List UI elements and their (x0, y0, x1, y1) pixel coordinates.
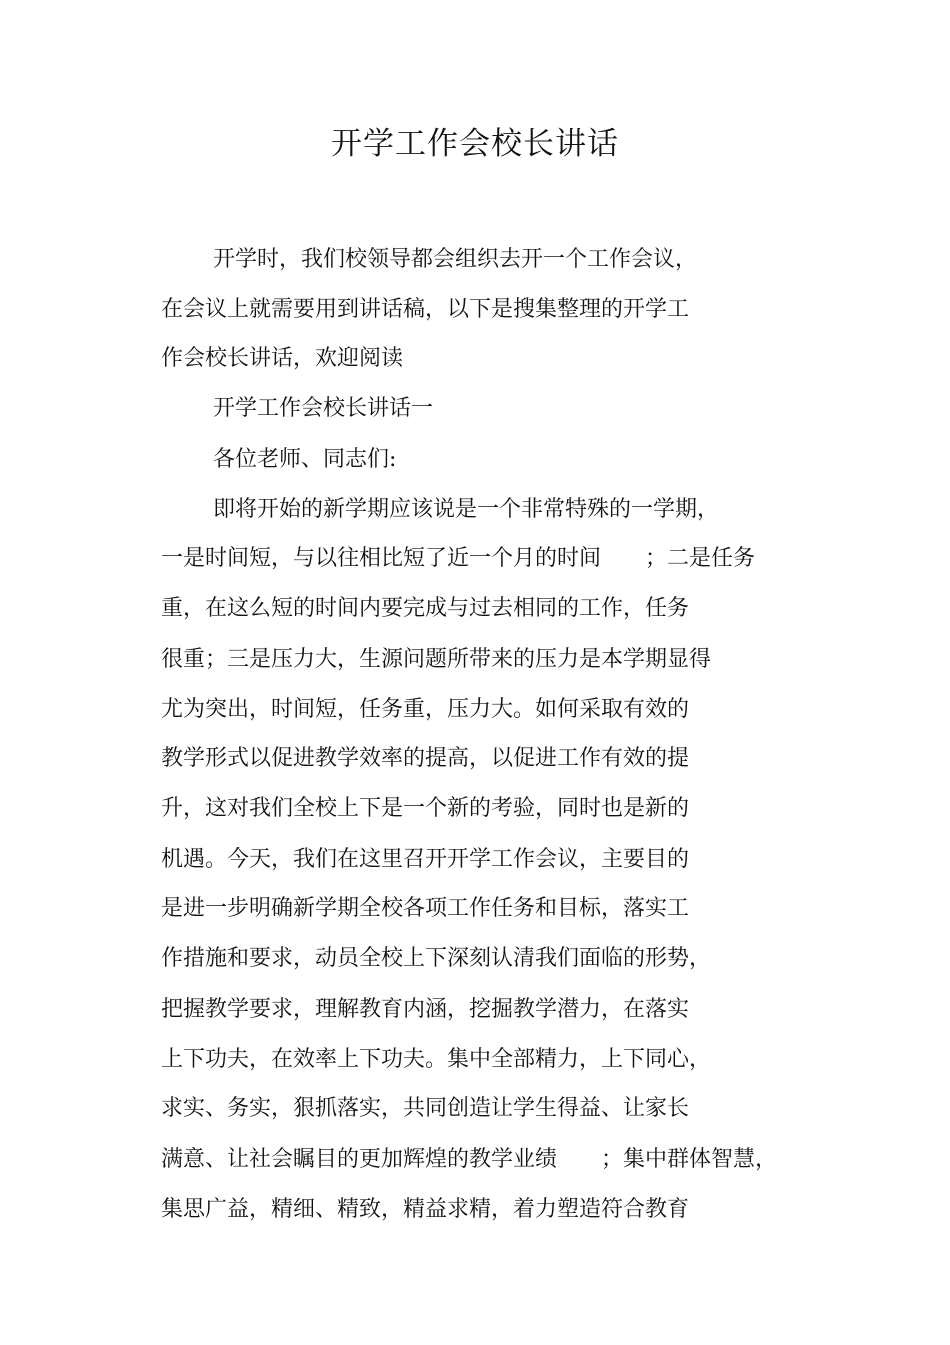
document-title: 开学工作会校长讲话 (331, 126, 619, 162)
body-line: 集思广益，精细、精致，精益求精，着力塑造符合教育 (161, 1197, 690, 1222)
body-line: 教学形式以促进教学效率的提高，以促进工作有效的提 (161, 746, 690, 771)
body-line: 机遇。今天，我们在这里召开开学工作会议，主要目的 (161, 847, 690, 872)
body-line: 升，这对我们全校上下是一个新的考验，同时也是新的 (161, 796, 690, 821)
body-line: 重，在这么短的时间内要完成与过去相同的工作，任务 (161, 596, 690, 621)
section-heading: 开学工作会校长讲话一 (213, 396, 434, 421)
body-line: 即将开始的新学期应该说是一个非常特殊的一学期， (213, 497, 720, 522)
body-line: 把握教学要求，理解教育内涵，挖掘教学潜力，在落实 (161, 997, 690, 1022)
body-line: 一是时间短，与以往相比短了近一个月的时间 ；二是任务 (161, 546, 756, 571)
paragraph-intro-line-1: 开学时，我们校领导都会组织去开一个工作会议， (213, 247, 698, 272)
body-line: 求实、务实，狠抓落实，共同创造让学生得益、让家长 (161, 1096, 690, 1121)
body-line: 满意、让社会瞩目的更加辉煌的教学业绩 ；集中群体智慧， (161, 1147, 778, 1172)
body-line: 很重；三是压力大，生源问题所带来的压力是本学期显得 (161, 647, 712, 672)
paragraph-intro-line-2: 在会议上就需要用到讲话稿，以下是搜集整理的开学工 (161, 297, 690, 322)
body-line: 是进一步明确新学期全校各项工作任务和目标，落实工 (161, 896, 690, 921)
body-line: 作措施和要求，动员全校上下深刻认清我们面临的形势， (161, 946, 712, 971)
body-line: 上下功夫，在效率上下功夫。集中全部精力，上下同心， (161, 1047, 712, 1072)
paragraph-intro-line-3: 作会校长讲话，欢迎阅读 (161, 346, 404, 371)
salutation: 各位老师、同志们: (213, 447, 397, 472)
body-line: 尤为突出，时间短，任务重，压力大。如何采取有效的 (161, 697, 690, 722)
